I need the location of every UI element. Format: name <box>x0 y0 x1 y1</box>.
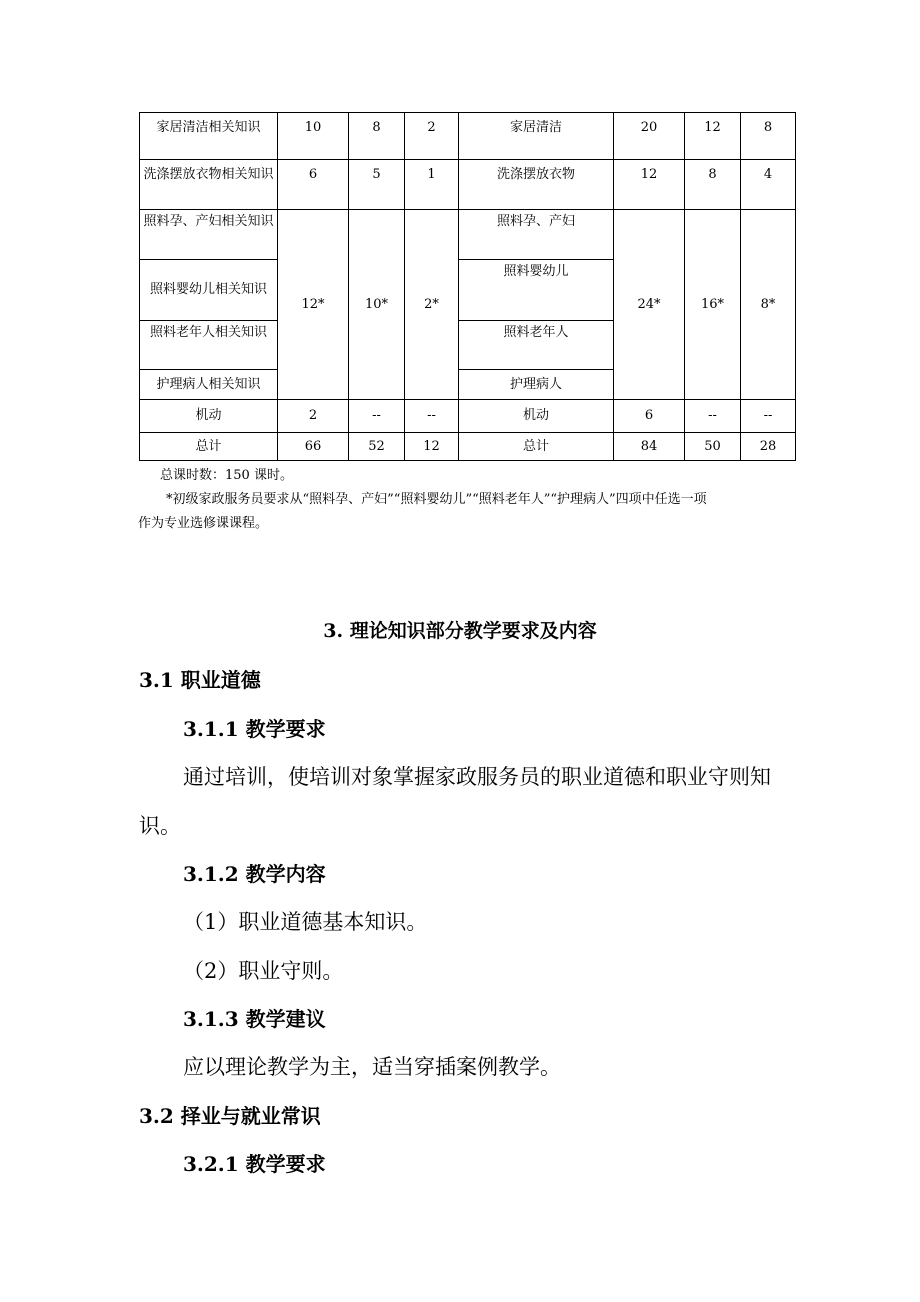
table-cell: 2 <box>278 400 349 433</box>
table-row <box>140 210 796 260</box>
table-cell: 12 <box>614 160 685 210</box>
table-cell: 洗涤摆放衣物相关知识 <box>140 160 278 210</box>
table-cell: 8* <box>741 210 796 400</box>
table-row <box>140 113 796 160</box>
section-3-heading: 3. 理论知识部分教学要求及内容 <box>323 620 597 642</box>
table-cell: 24* <box>614 210 685 400</box>
total-hours-note: 总课时数：150 课时。 <box>160 468 293 483</box>
table-cell: -- <box>405 400 459 433</box>
table-cell: 20 <box>614 113 685 160</box>
table-cell: -- <box>349 400 405 433</box>
section-3-1-heading: 3.1 职业道德 <box>139 668 261 692</box>
table-cell: 4 <box>741 160 796 210</box>
section-3-1-1-heading: 3.1.1 教学要求 <box>183 717 326 741</box>
table-cell: 照料婴幼儿相关知识 <box>140 260 278 321</box>
table-cell: 12* <box>278 210 349 400</box>
table-cell: 机动 <box>459 400 614 433</box>
table-cell: 84 <box>614 433 685 461</box>
list-item: （1）职业道德基本知识。 <box>183 910 428 934</box>
section-3-1-3-heading: 3.1.3 教学建议 <box>183 1007 326 1031</box>
table-cell: 8 <box>349 113 405 160</box>
table-cell: 6 <box>278 160 349 210</box>
table-cell: 照料孕、产妇 <box>459 210 614 260</box>
table-cell: 照料老年人 <box>459 321 614 370</box>
table-cell: -- <box>741 400 796 433</box>
table-cell: 洗涤摆放衣物 <box>459 160 614 210</box>
table-cell: 总计 <box>140 433 278 461</box>
table-cell: 家居清洁 <box>459 113 614 160</box>
table-cell: 16* <box>685 210 741 400</box>
table-cell: 5 <box>349 160 405 210</box>
table-cell: 照料老年人相关知识 <box>140 321 278 370</box>
table-cell: 护理病人 <box>459 370 614 400</box>
table-cell: 照料婴幼儿 <box>459 260 614 321</box>
course-hours-table <box>139 112 796 461</box>
table-cell: 1 <box>405 160 459 210</box>
table-cell: 6 <box>614 400 685 433</box>
table-cell: 机动 <box>140 400 278 433</box>
table-cell: -- <box>685 400 741 433</box>
table-row <box>140 160 796 210</box>
table-cell: 12 <box>405 433 459 461</box>
table-cell: 8 <box>741 113 796 160</box>
section-3-2-heading: 3.2 择业与就业常识 <box>139 1104 321 1128</box>
table-row <box>140 433 796 461</box>
table-cell: 2* <box>405 210 459 400</box>
elective-note: *初级家政服务员要求从“照料孕、产妇”“照料婴幼儿”“照料老年人”“护理病人”四项中任选一项 <box>166 492 707 507</box>
section-3-1-2-heading: 3.1.2 教学内容 <box>183 862 326 886</box>
paragraph-continued: 识。 <box>139 814 181 838</box>
table-cell: 66 <box>278 433 349 461</box>
paragraph: 应以理论教学为主，适当穿插案例教学。 <box>183 1055 561 1079</box>
table-cell: 12 <box>685 113 741 160</box>
table-notes <box>138 464 707 536</box>
table-cell: 2 <box>405 113 459 160</box>
table-cell: 总计 <box>459 433 614 461</box>
table-cell: 50 <box>685 433 741 461</box>
elective-note-continued: 作为专业选修课课程。 <box>138 516 269 531</box>
table-cell: 护理病人相关知识 <box>140 370 278 400</box>
table-cell: 10 <box>278 113 349 160</box>
table-cell: 8 <box>685 160 741 210</box>
table-cell: 10* <box>349 210 405 400</box>
table-cell: 28 <box>741 433 796 461</box>
table-row <box>140 400 796 433</box>
table-cell: 家居清洁相关知识 <box>140 113 278 160</box>
table-cell: 照料孕、产妇相关知识 <box>140 210 278 260</box>
list-item: （2）职业守则。 <box>183 959 344 983</box>
table-cell: 52 <box>349 433 405 461</box>
paragraph: 通过培训，使培训对象掌握家政服务员的职业道德和职业守则知 <box>183 765 771 789</box>
section-3-2-1-heading: 3.2.1 教学要求 <box>183 1152 326 1176</box>
